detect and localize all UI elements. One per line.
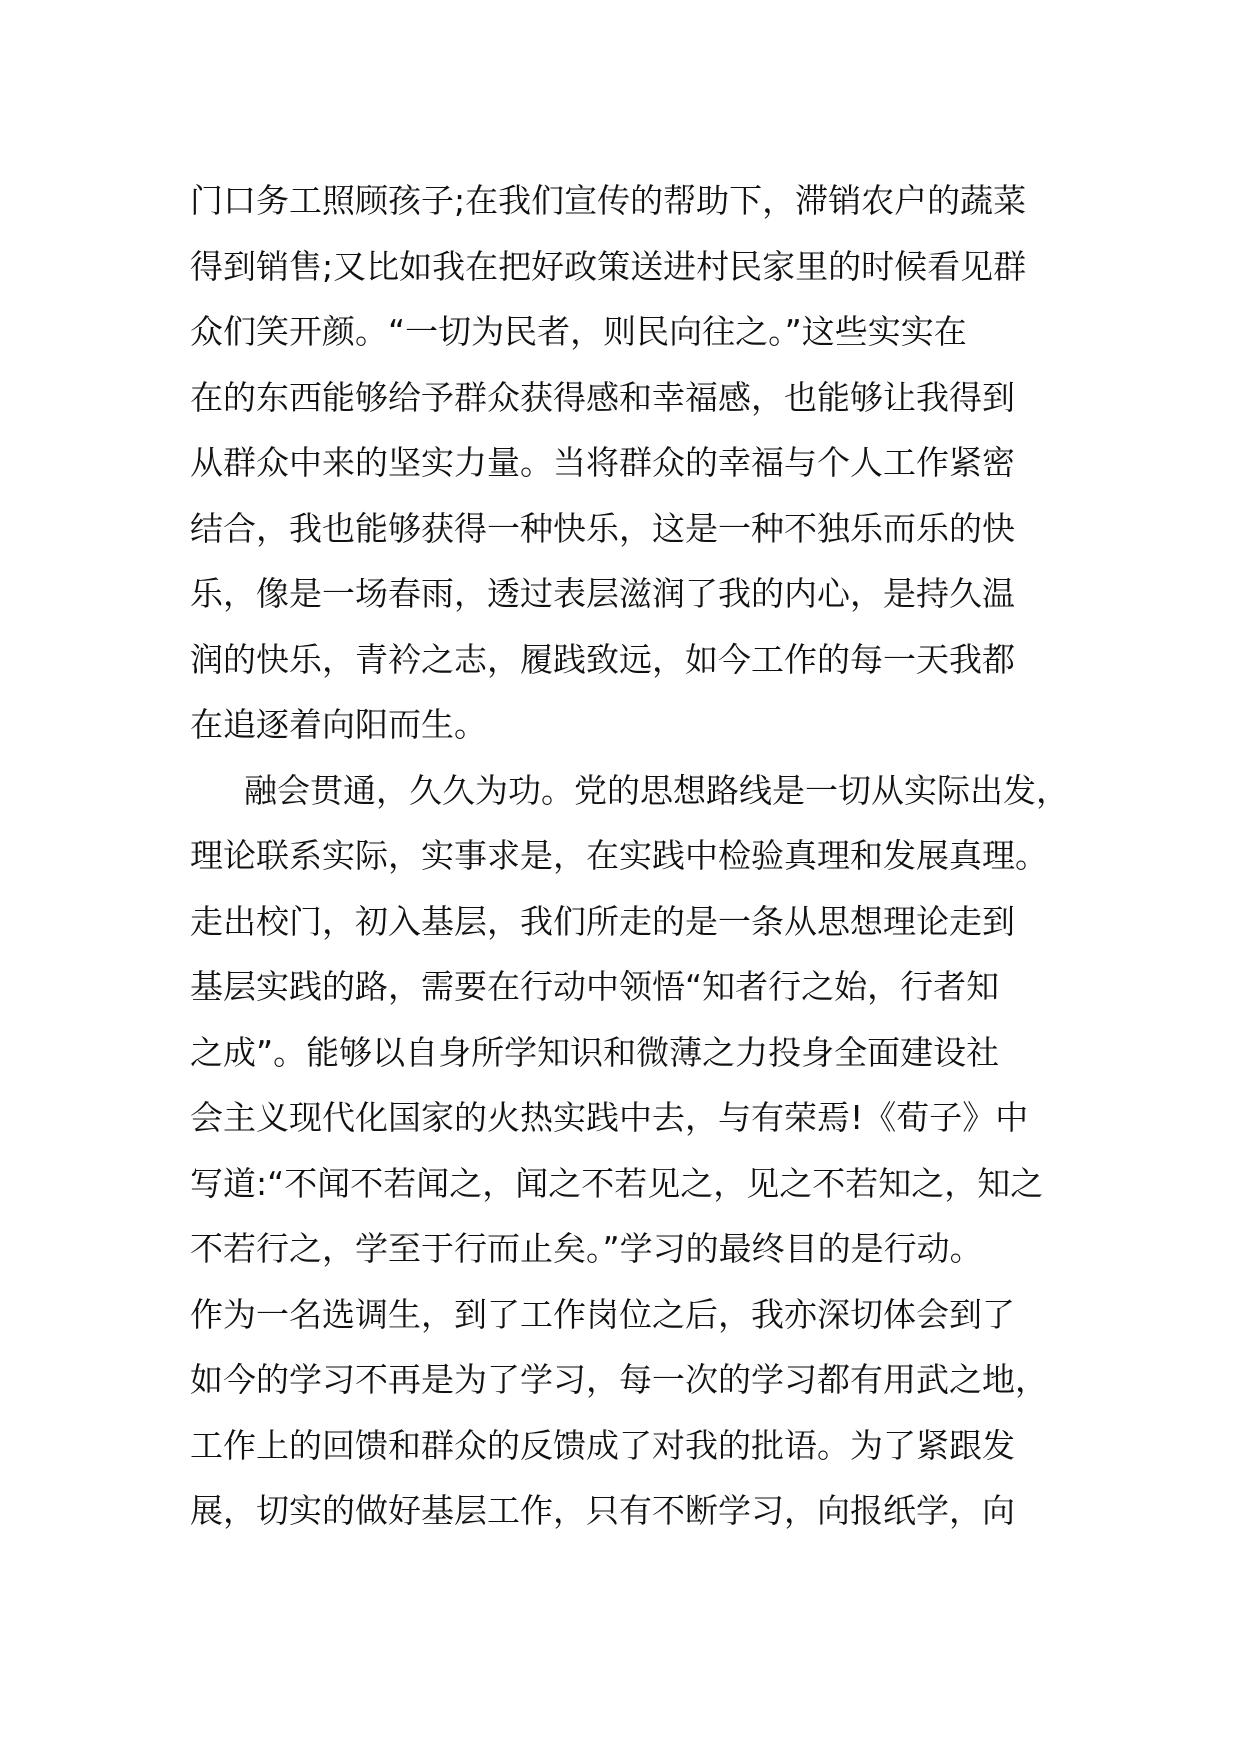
text-line: 在的东西能够给予群众获得感和幸福感，也能够让我得到: [190, 377, 1015, 417]
paragraph-start-line: 融会贯通，久久为功。党的思想路线是一切从实际出发，: [244, 770, 1069, 810]
text-line: 作为一名选调生，到了工作岗位之后，我亦深切体会到了: [190, 1294, 1015, 1334]
text-line: 门口务工照顾孩子;在我们宣传的帮助下，滞销农户的蔬菜: [190, 181, 1027, 220]
text-line: 基层实践的路，需要在行动中领悟“知者行之始，行者知: [190, 967, 1000, 1006]
text-line: 润的快乐，青衿之志，履践致远，如今工作的每一天我都: [190, 639, 1015, 679]
text-line: 走出校门，初入基层，我们所走的是一条从思想理论走到: [190, 901, 1015, 941]
text-line: 之成”。能够以自身所学知识和微薄之力投身全面建设社: [190, 1032, 1000, 1072]
text-line: 会主义现代化国家的火热实践中去，与有荣焉!《荀子》中: [190, 1098, 1029, 1137]
text-line: 从群众中来的坚实力量。当将群众的幸福与个人工作紧密: [190, 443, 1015, 482]
text-line: 乐，像是一场春雨，透过表层滋润了我的内心，是持久温: [190, 574, 1015, 613]
document-body-text: [190, 168, 1090, 1544]
text-line: 不若行之，学至于行而止矣。”学习的最终目的是行动。: [190, 1229, 983, 1268]
text-line: 理论联系实际，实事求是，在实践中检验真理和发展真理。: [190, 836, 1048, 875]
text-line: 得到销售;又比如我在把好政策送进村民家里的时候看见群: [190, 246, 1027, 286]
text-line: 工作上的回馈和群众的反馈成了对我的批语。为了紧跟发: [190, 1425, 1015, 1465]
text-line: 众们笑开颜。“一切为民者，则民向往之。”这些实实在: [190, 312, 967, 351]
text-line: 结合，我也能够获得一种快乐，这是一种不独乐而乐的快: [190, 508, 1015, 548]
text-line: 展，切实的做好基层工作，只有不断学习，向报纸学，向: [190, 1491, 1015, 1530]
text-line: 写道:“不闻不若闻之，闻之不若见之，见之不若知之，知之: [190, 1163, 1044, 1203]
text-line: 在追逐着向阳而生。: [190, 705, 487, 744]
text-line: 如今的学习不再是为了学习，每一次的学习都有用武之地，: [190, 1360, 1048, 1399]
